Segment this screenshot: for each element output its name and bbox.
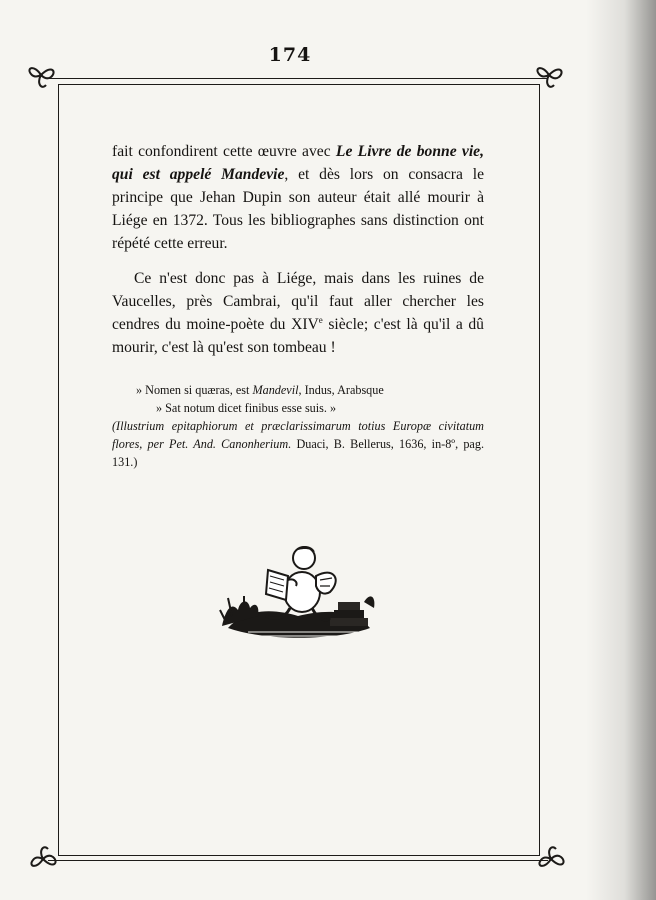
quote-line-2: » Sat notum dicet finibus esse suis. » [156, 401, 337, 415]
quote-line-1-a: » Nomen si quæras, est [136, 383, 253, 397]
fleuron-top-left-icon [24, 58, 58, 92]
quote-line-1 [112, 381, 484, 399]
paragraph-2 [112, 267, 484, 359]
p1-lead: fait confondirent cette œuvre avec [112, 143, 336, 160]
p2-after: siècle; c'est là qu'il a dû mourir, c'est là qu'est son tombeau ! [112, 316, 484, 356]
page-number: 174 [268, 44, 312, 66]
quote-reference [112, 417, 484, 471]
body-text [112, 140, 484, 359]
epitaph-quote [112, 381, 484, 471]
fleuron-bottom-left-icon [26, 842, 60, 876]
bottom-rule [48, 860, 548, 861]
p1-rest: , et dès lors on consacra le principe que Jehan Dupin son auteur était allé mourir à Liége en 1372. Tous les bibliographes sans distinction ont répété cette erreur. [112, 166, 484, 252]
p1-italic-title: Le Livre de bonne vie, qui est appelé Mandevie [112, 143, 484, 183]
paragraph-1 [112, 140, 484, 255]
p2-before: Ce n'est donc pas à Liége, mais dans les ruines de Vaucelles, près Cambrai, qu'il faut aller chercher les cendres du moine-poète du XIV [112, 270, 484, 333]
quote-line-1-b: , Indus, Arabsque [298, 383, 384, 397]
quote-line-1-name: Mandevil [252, 383, 299, 397]
top-rule [48, 78, 548, 79]
p2-superscript: e [318, 314, 323, 325]
fleuron-bottom-right-icon [534, 842, 568, 876]
cherub-reading-vignette-icon [218, 536, 380, 646]
page-edge-shadow [586, 0, 656, 900]
quote-reference-italic: (Illustrium epitaphiorum et præclarissimarum totius Europæ civitatum flores, per Pet. And. Canonherium. [112, 419, 484, 451]
fleuron-top-right-icon [532, 58, 566, 92]
quote-reference-rest: Duaci, B. Bellerus, 1636, in-8º, pag. 131.) [112, 437, 484, 469]
